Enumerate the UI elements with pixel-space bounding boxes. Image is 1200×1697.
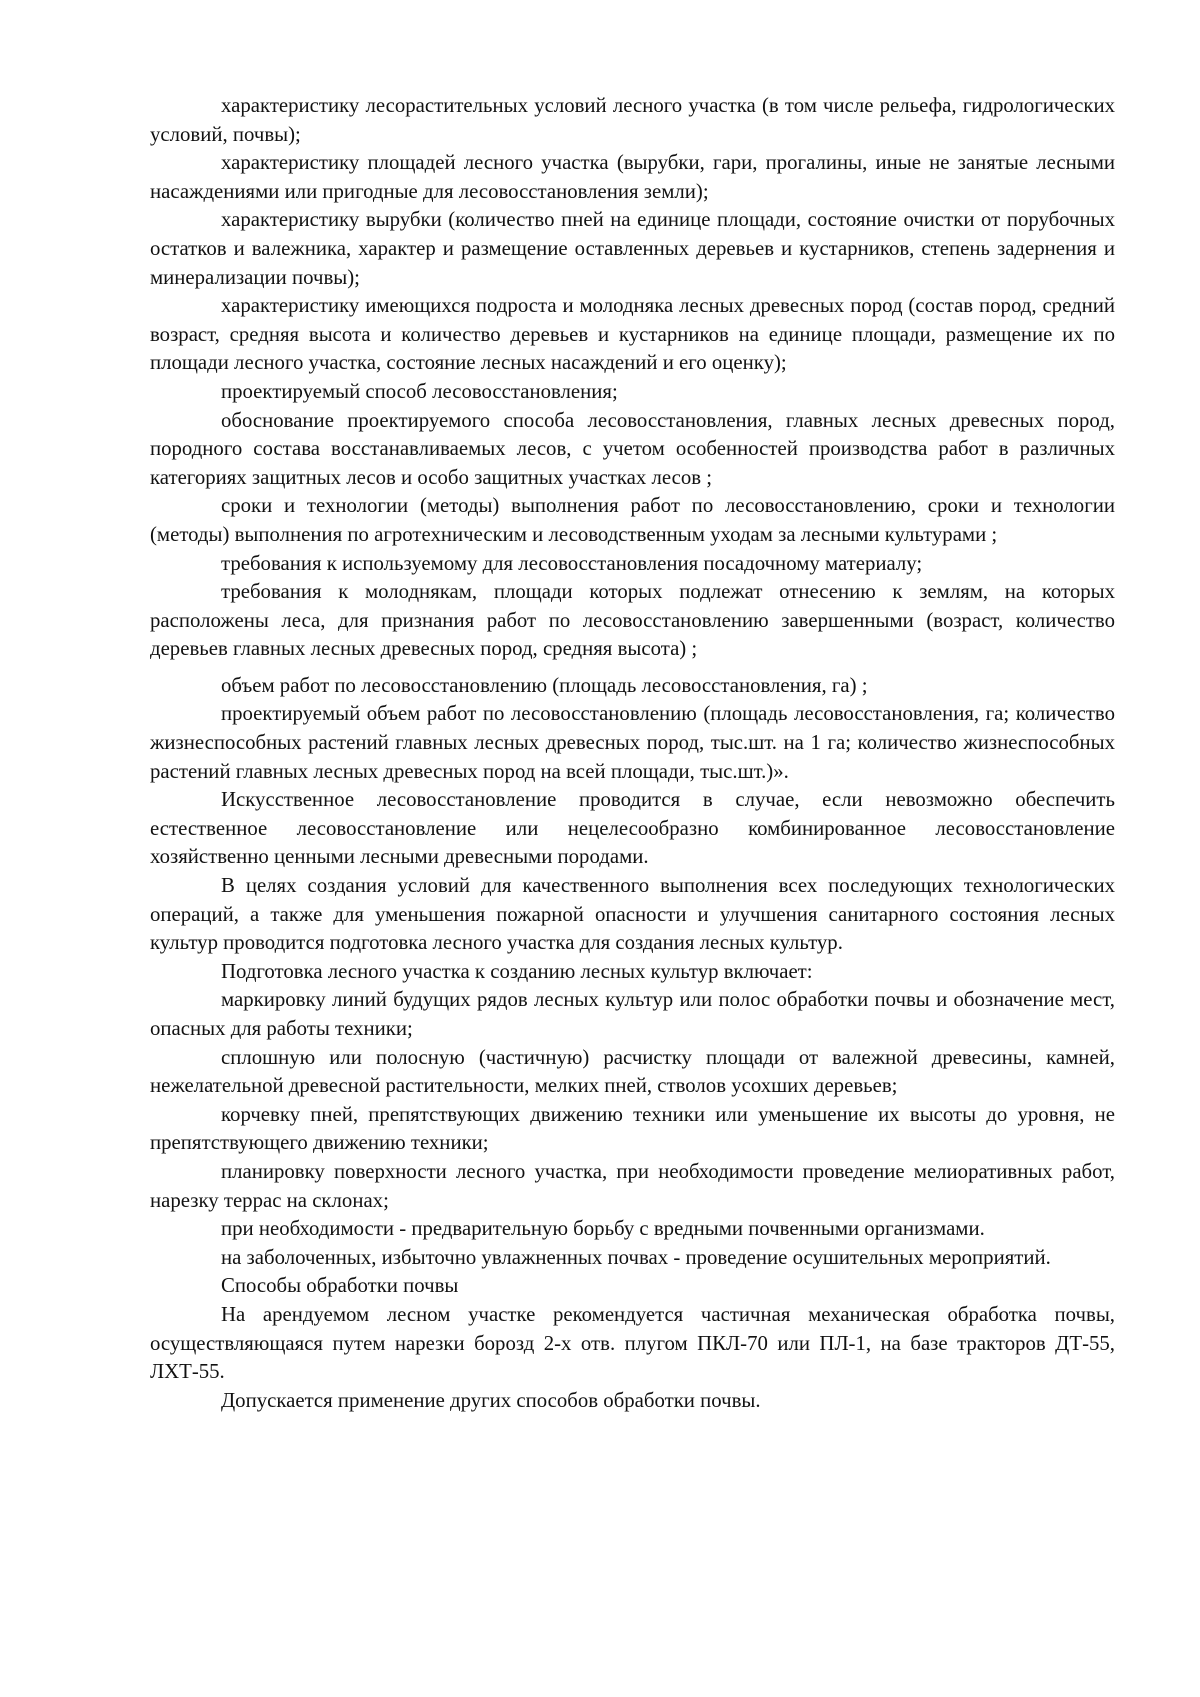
paragraph-undergrowth-characteristics: характеристику имеющихся подроста и молодняка лесных древесных пород (состав пород, средний возраст, средняя высота и количество деревьев и кустарников на единице площади, размещение их по площади лесного участка, состояние лесных насаждений и его оценку); (150, 294, 1115, 375)
paragraph-area-clearing: сплошную или полосную (частичную) расчистку площади от валежной древесины, камней, нежелательной древесной растительности, мелких пней, стволов усохших деревьев; (150, 1045, 1115, 1098)
paragraph-work-volume: объем работ по лесовосстановлению (площадь лесовосстановления, га) ; (221, 673, 868, 697)
paragraph-drainage: на заболоченных, избыточно увлажненных почвах - проведение осушительных мероприятий. (221, 1245, 1051, 1269)
paragraph-planting-material: требования к используемому для лесовосстановления посадочному материалу; (221, 551, 923, 575)
paragraph-pest-control: при необходимости - предварительную борьбу с вредными почвенными организмами. (221, 1217, 985, 1241)
paragraph-clearcut-characteristics: характеристику вырубки (количество пней на единице площади, состояние очистки от порубочных остатков и валежника, характер и размещение оставленных деревьев и кустарников, степень задернения и минерализации почвы); (150, 208, 1115, 289)
paragraph-area-characteristics: характеристику площадей лесного участка (вырубки, гари, прогалины, иные не занятые лесными насаждениями или пригодные для лесовосстановления земли); (150, 151, 1115, 203)
document-page (150, 92, 1115, 1415)
section-heading-soil-treatment: Способы обработки почвы (221, 1274, 459, 1298)
paragraph-reforestation-method: проектируемый способ лесовосстановления; (221, 379, 618, 403)
paragraph-forest-conditions: характеристику лесорастительных условий лесного участка (в том числе рельефа, гидрологических условий, почвы); (150, 94, 1115, 146)
paragraph-timing-technology: сроки и технологии (методы) выполнения работ по лесовосстановлению, сроки и технологии (методы) выполнения по агротехническим и лесоводственным уходам за лесными культурами ; (150, 494, 1115, 546)
paragraph-method-justification: обоснование проектируемого способа лесовосстановления, главных лесных древесных пород, породного состава восстанавливаемых лесов, с учетом особенностей производства работ в различных категориях защитных лесов и особо защитных участках лесов ; (150, 408, 1115, 489)
paragraph-soil-treatment-recommendation: На арендуемом лесном участке рекомендуется частичная механическая обработка почвы, осуществляющаяся путем нарезки борозд 2-х отв. плугом ПКЛ-70 или ПЛ-1, на базе тракторов ДТ-55, ЛХТ-55. (150, 1302, 1115, 1384)
paragraph-other-methods: Допускается применение других способов обработки почвы. (221, 1388, 761, 1412)
paragraph-young-stand-requirements: требования к молоднякам, площади которых подлежат отнесению к землям, на которых расположены леса, для признания работ по лесовосстановлению завершенными (возраст, количество деревьев главных лесных древесных пород, средняя высота) ; (150, 580, 1115, 661)
paragraph-artificial-reforestation: Искусственное лесовосстановление проводится в случае, если невозможно обеспечить естественное лесовосстановление или нецелесообразно комбинированное лесовосстановление хозяйственно ценными лесными древесными породами. (150, 788, 1115, 869)
paragraph-marking-lines: маркировку линий будущих рядов лесных культур или полос обработки почвы и обозначение мест, опасных для работы техники; (150, 988, 1115, 1040)
paragraph-projected-work-volume: проектируемый объем работ по лесовосстановлению (площадь лесовосстановления, га; количество жизнеспособных растений главных лесных древесных пород, тыс.шт. на 1 га; количество жизнеспособных растений главных лесных древесных пород на всей площади, тыс.шт.)». (150, 702, 1115, 783)
paragraph-site-preparation-includes: Подготовка лесного участка к созданию лесных культур включает: (221, 959, 813, 983)
paragraph-site-preparation-purpose: В целях создания условий для качественного выполнения всех последующих технологических операций, а также для уменьшения пожарной опасности и улучшения санитарного состояния лесных культур проводится подготовка лесного участка для создания лесных культур. (150, 874, 1115, 955)
paragraph-stump-removal: корчевку пней, препятствующих движению техники или уменьшение их высоты до уровня, не препятствующего движению техники; (150, 1102, 1115, 1155)
paragraph-surface-leveling: планировку поверхности лесного участка, при необходимости проведение мелиоративных работ, нарезку террас на склонах; (150, 1159, 1115, 1212)
